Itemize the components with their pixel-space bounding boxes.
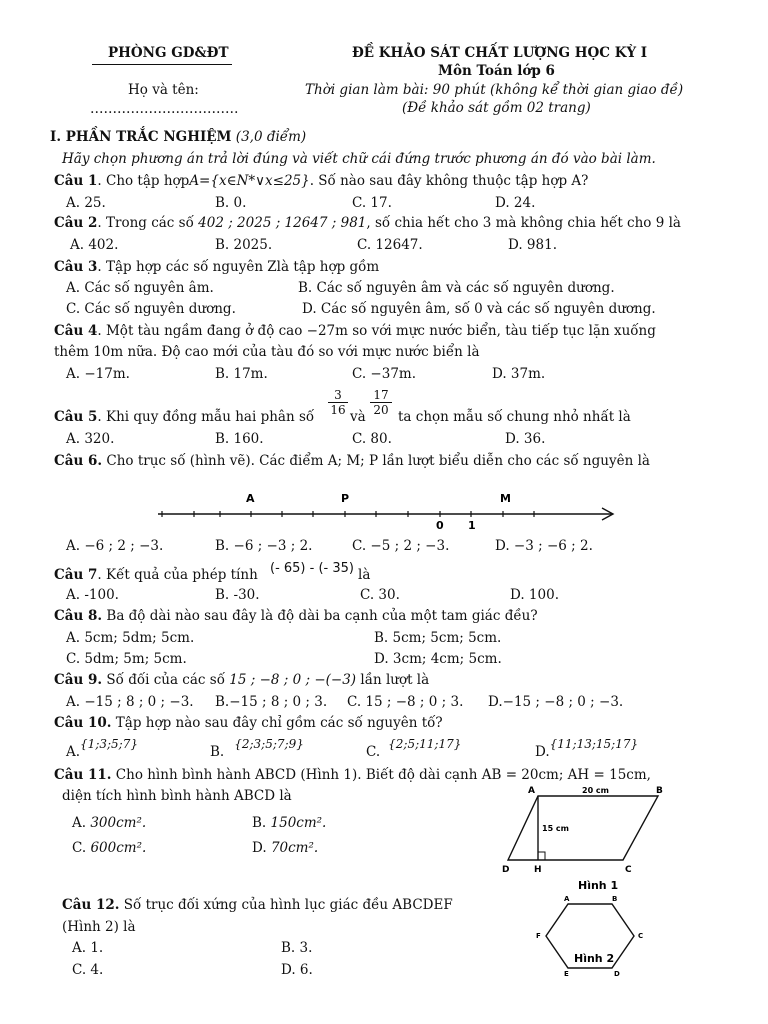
q5-option-b: B. 160. (215, 431, 264, 447)
height-ah-label: 15 cm (542, 824, 569, 833)
q6-text: Cho trục số (hình vẽ). Các điểm A; M; P lần lượt biểu diễn cho các số nguyên là (102, 453, 650, 469)
q5-f2-numerator: 17 (370, 388, 392, 403)
q7-option-b: B. -30. (215, 587, 260, 603)
q5-option-c: C. 80. (352, 431, 392, 447)
q10-option-a (66, 737, 138, 761)
q10-option-c (366, 737, 462, 761)
exam-time: Thời gian làm bài: 90 phút (không kể thời gian giao đề) (305, 82, 684, 98)
q5-f1-denominator: 16 (330, 403, 346, 417)
point-a-label: A (246, 492, 255, 505)
q1-set: A={x∈N*∨x≤25} (189, 173, 310, 189)
q11-option-b-letter: B. (252, 815, 267, 831)
vertex-c-label: C (625, 865, 632, 875)
q1-option-c: C. 17. (352, 195, 392, 211)
question-6 (54, 453, 650, 470)
q6-option-a: A. −6 ; 2 ; −3. (66, 538, 164, 554)
school-underline (92, 64, 232, 65)
question-1 (54, 173, 588, 190)
q8-option-d: D. 3cm; 4cm; 5cm. (374, 651, 502, 667)
hex-vertex-d-label: D (614, 970, 620, 978)
exam-title: ĐỀ KHẢO SÁT CHẤT LƯỢNG HỌC KỲ I (352, 45, 648, 61)
q9-option-a: A. −15 ; 8 ; 0 ; −3. (66, 694, 194, 710)
q4-line-1: . Một tàu ngầm đang ở độ cao −27m so với mực nước biển, tàu tiếp tục lặn xuống (97, 323, 656, 339)
q12-option-b: B. 3. (281, 940, 313, 956)
q10-option-c-set: {2;5;11;17} (388, 737, 462, 751)
q6-option-b: B. −6 ; −3 ; 2. (215, 538, 313, 554)
vertex-b-label: B (656, 786, 663, 796)
q11-option-c (72, 840, 146, 857)
q1-option-b: B. 0. (215, 195, 247, 211)
q9-option-b: B.−15 ; 8 ; 0 ; 3. (215, 694, 328, 710)
name-label: Họ và tên: (128, 82, 199, 98)
q1-text-a: . Cho tập hợp (97, 173, 190, 189)
q2-text-b: , số chia hết cho 3 mà không chia hết cho 9 là (366, 215, 681, 231)
hex-vertex-c-label: C (638, 932, 644, 940)
q5-option-d: D. 36. (505, 431, 546, 447)
q8-option-c: C. 5dm; 5m; 5cm. (66, 651, 187, 667)
q8-label: Câu 8. (54, 608, 103, 624)
q3-label: Câu 3 (54, 259, 98, 275)
q5-f2-denominator: 20 (373, 403, 389, 417)
q8-option-a: A. 5cm; 5dm; 5cm. (66, 630, 195, 646)
q1-option-d: D. 24. (495, 195, 536, 211)
tick-zero-label: 0 (436, 519, 444, 532)
question-2 (54, 215, 681, 232)
q8-option-b: B. 5cm; 5cm; 5cm. (374, 630, 502, 646)
q10-option-b (210, 737, 304, 761)
q10-option-d (535, 737, 639, 761)
number-line (150, 488, 620, 536)
q11-line-1: Cho hình bình hành ABCD (Hình 1). Biết độ dài cạnh AB = 20cm; AH = 15cm, (111, 767, 651, 783)
q2-option-d: D. 981. (508, 237, 557, 253)
q12-option-a: A. 1. (72, 940, 104, 956)
q11-option-c-letter: C. (72, 840, 87, 856)
hex-vertex-b-label: B (612, 895, 618, 903)
q11-option-c-value: 600cm². (90, 840, 147, 856)
q2-text-a: . Trong các số (97, 215, 194, 231)
q9-numbers: 15 ; −8 ; 0 ; −(−3) (229, 672, 357, 688)
q5-text-a: . Khi quy đồng mẫu hai phân số (97, 409, 315, 425)
question-9 (54, 672, 429, 689)
foot-h-label: H (534, 865, 542, 875)
q9-text-a: Số đối của các số (102, 672, 225, 688)
q5-label: Câu 5 (54, 409, 98, 425)
q12-label: Câu 12. (62, 897, 120, 913)
question-12 (62, 897, 453, 914)
q3-option-d: D. Các số nguyên âm, số 0 và các số nguyên dương. (302, 301, 656, 317)
hex-vertex-e-label: E (564, 970, 569, 978)
name-dots: …………………………… (90, 101, 239, 117)
q3-option-a: A. Các số nguyên âm. (66, 280, 214, 296)
hex-vertex-a-label: A (564, 895, 570, 903)
q2-label: Câu 2 (54, 215, 98, 231)
section-score: (3,0 điểm) (235, 129, 307, 145)
q9-label: Câu 9. (54, 672, 103, 688)
q12-option-c: C. 4. (72, 962, 104, 978)
q10-option-d-letter: D. (535, 744, 550, 760)
q10-option-b-letter: B. (210, 744, 225, 760)
figure-2-caption: Hình 2 (574, 952, 615, 965)
q1-label: Câu 1 (54, 173, 98, 189)
parallelogram-shape (508, 796, 658, 860)
q4-line-2: thêm 10m nữa. Độ cao mới của tàu đó so với mực nước biển là (54, 344, 480, 360)
q9-option-c: C. 15 ; −8 ; 0 ; 3. (347, 694, 464, 710)
q9-option-d: D.−15 ; −8 ; 0 ; −3. (488, 694, 624, 710)
right-angle-mark (538, 852, 545, 860)
question-10 (54, 715, 443, 732)
parallelogram-figure (498, 782, 668, 892)
q7-text-a: . Kết quả của phép tính (97, 567, 258, 583)
point-m-label: M (500, 492, 511, 505)
tick-one-label: 1 (468, 519, 476, 532)
q10-text: Tập hợp nào sau đây chỉ gồm các số nguyên tố? (111, 715, 443, 731)
q10-option-d-set: {11;13;15;17} (549, 737, 639, 751)
q11-option-b-value: 150cm². (270, 815, 327, 831)
q8-text: Ba độ dài nào sau đây là độ dài ba cạnh của một tam giác đều? (102, 608, 538, 624)
q10-option-a-letter: A. (66, 744, 81, 760)
q7-option-a: A. -100. (66, 587, 119, 603)
subject: Môn Toán lớp 6 (438, 63, 555, 79)
q11-line-2: diện tích hình bình hành ABCD là (62, 788, 292, 804)
question-7 (54, 567, 258, 584)
q10-label: Câu 10. (54, 715, 112, 731)
q2-numbers: 402 ; 2025 ; 12647 ; 981 (198, 215, 367, 231)
q6-option-d: D. −3 ; −6 ; 2. (495, 538, 593, 554)
q4-option-c: C. −37m. (352, 366, 417, 382)
q11-option-a-value: 300cm². (90, 815, 147, 831)
q4-option-a: A. −17m. (66, 366, 130, 382)
q11-label: Câu 11. (54, 767, 112, 783)
hexagon-figure (534, 890, 650, 978)
q11-option-d (252, 840, 318, 857)
q11-option-b (252, 815, 326, 832)
q6-label: Câu 6. (54, 453, 103, 469)
q1-text-b: . Số nào sau đây không thuộc tập hợp A? (309, 173, 589, 189)
q11-option-d-value: 70cm². (270, 840, 319, 856)
q3-option-b: B. Các số nguyên âm và các số nguyên dương. (298, 280, 615, 296)
q7-text-b: là (358, 567, 371, 583)
vertex-a-label: A (528, 786, 535, 796)
q7-option-c: C. 30. (360, 587, 400, 603)
q4-option-b: B. 17m. (215, 366, 268, 382)
q12-line-2: (Hình 2) là (62, 919, 136, 935)
hex-vertex-f-label: F (536, 932, 541, 940)
vertex-d-label: D (502, 865, 510, 875)
q6-option-c: C. −5 ; 2 ; −3. (352, 538, 450, 554)
question-3 (54, 259, 379, 276)
q5-option-a: A. 320. (66, 431, 115, 447)
point-p-label: P (341, 492, 350, 505)
q5-text-b: ta chọn mẫu số chung nhỏ nhất là (398, 409, 631, 425)
question-5 (54, 409, 314, 426)
section-title: I. PHẦN TRẮC NGHIỆM (50, 129, 232, 145)
q11-option-d-letter: D. (252, 840, 267, 856)
q1-option-a: A. 25. (66, 195, 106, 211)
q4-option-d: D. 37m. (492, 366, 546, 382)
section-heading (50, 129, 306, 146)
school-name: PHÒNG GD&ĐT (108, 45, 229, 61)
q5-f1-numerator: 3 (328, 388, 348, 403)
q4-label: Câu 4 (54, 323, 98, 339)
q10-option-c-letter: C. (366, 744, 381, 760)
q5-fraction-2 (370, 388, 392, 417)
question-4 (54, 323, 656, 340)
q9-text-b: lần lượt là (360, 672, 430, 688)
q2-option-a: A. 402. (70, 237, 119, 253)
page-count: (Đề khảo sát gồm 02 trang) (402, 100, 591, 116)
section-instruction: Hãy chọn phương án trả lời đúng và viết chữ cái đứng trước phương án đó vào bài làm. (62, 151, 656, 167)
q10-option-a-set: {1;3;5;7} (80, 737, 138, 751)
q11-option-a-letter: A. (72, 815, 87, 831)
q12-option-d: D. 6. (281, 962, 313, 978)
q7-option-d: D. 100. (510, 587, 559, 603)
q11-option-a (72, 815, 146, 832)
q5-fraction-1 (328, 388, 348, 417)
q3-text: . Tập hợp các số nguyên Zlà tập hợp gồm (97, 259, 380, 275)
q2-option-b: B. 2025. (215, 237, 273, 253)
figure-1-caption: Hình 1 (578, 879, 619, 892)
q7-label: Câu 7 (54, 567, 98, 583)
question-8 (54, 608, 538, 625)
q3-option-c: C. Các số nguyên dương. (66, 301, 236, 317)
q2-option-c: C. 12647. (357, 237, 423, 253)
q12-line-1: Số trục đối xứng của hình lục giác đều ABCDEF (119, 897, 453, 913)
side-ab-label: 20 cm (582, 786, 609, 795)
q5-and: và (350, 409, 366, 425)
q7-expression: (- 65) - (- 35) (270, 561, 354, 576)
q10-option-b-set: {2;3;5;7;9} (234, 737, 304, 751)
